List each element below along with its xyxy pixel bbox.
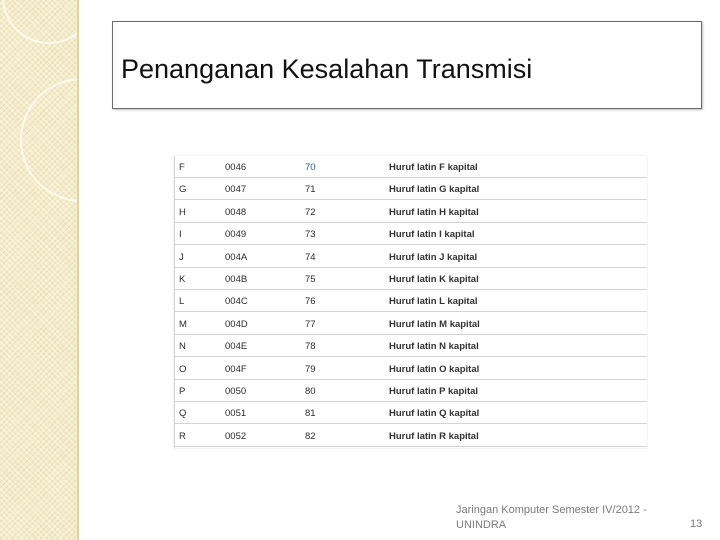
- hex-code-cell: 004F: [225, 363, 247, 375]
- table-row: [175, 358, 647, 380]
- decimal-code-cell: 71: [305, 184, 316, 196]
- character-code-table: [174, 156, 647, 448]
- table-row: [175, 156, 647, 178]
- slide-footer: Jaringan Komputer Semester IV/2012 - UNINDRA: [456, 504, 647, 531]
- table-row: [175, 380, 647, 402]
- character-cell: F: [179, 162, 185, 173]
- slide-title: Penanganan Kesalahan Transmisi: [121, 54, 533, 84]
- table-row: [175, 313, 647, 335]
- hex-code-cell: 0052: [225, 430, 247, 442]
- hex-code-cell: 0048: [225, 206, 247, 218]
- decorative-side-strip: [0, 0, 79, 540]
- hex-code-cell: 004C: [225, 296, 248, 308]
- table-row: [175, 268, 647, 290]
- table-row: [175, 201, 647, 223]
- description-cell: Huruf latin J kapital: [389, 251, 478, 263]
- description-cell: Huruf latin R kapital: [389, 430, 479, 442]
- table-row: [175, 178, 647, 200]
- decimal-code-cell: 80: [305, 386, 316, 397]
- decimal-code-cell: 79: [305, 363, 316, 375]
- decorative-circle: [2, 0, 79, 44]
- character-cell: G: [179, 184, 187, 196]
- character-cell: N: [179, 341, 186, 353]
- hex-code-cell: 004E: [225, 341, 248, 353]
- table-row: [175, 425, 647, 447]
- decimal-code-cell: 75: [305, 274, 316, 285]
- character-cell: R: [179, 430, 186, 442]
- description-cell: Huruf latin F kapital: [389, 162, 478, 173]
- title-box: [112, 21, 702, 109]
- table-row: [175, 402, 647, 424]
- decimal-code-cell: 81: [305, 408, 316, 420]
- hex-code-cell: 004D: [225, 318, 248, 330]
- description-cell: Huruf latin I kapital: [389, 229, 475, 241]
- decimal-code-cell: 72: [305, 206, 316, 218]
- hex-code-cell: 0047: [225, 184, 247, 196]
- description-cell: Huruf latin O kapital: [389, 363, 480, 375]
- hex-code-cell: 0050: [225, 386, 247, 397]
- table-row: [175, 246, 647, 268]
- character-cell: K: [179, 274, 186, 285]
- decimal-code-cell: 74: [305, 251, 316, 263]
- character-cell: P: [179, 386, 186, 397]
- hex-code-cell: 004B: [225, 274, 248, 285]
- table-row: [175, 223, 647, 245]
- character-cell: M: [179, 318, 187, 330]
- decimal-code-cell: 76: [305, 296, 316, 308]
- description-cell: Huruf latin P kapital: [389, 386, 479, 397]
- character-cell: Q: [179, 408, 187, 420]
- decimal-code-cell: 73: [305, 229, 316, 241]
- character-cell: H: [179, 206, 186, 218]
- description-cell: Huruf latin G kapital: [389, 184, 480, 196]
- table-row: [175, 335, 647, 357]
- description-cell: Huruf latin K kapital: [389, 274, 479, 285]
- decimal-code-cell: 77: [305, 318, 316, 330]
- character-cell: J: [179, 251, 184, 263]
- hex-code-cell: 0051: [225, 408, 247, 420]
- decimal-code-cell: 78: [305, 341, 316, 353]
- description-cell: Huruf latin L kapital: [389, 296, 478, 308]
- hex-code-cell: 0046: [225, 162, 247, 173]
- description-cell: Huruf latin M kapital: [389, 318, 480, 330]
- hex-code-cell: 0049: [225, 229, 247, 241]
- description-cell: Huruf latin Q kapital: [389, 408, 480, 420]
- decimal-code-cell: 82: [305, 430, 316, 442]
- decorative-circle: [20, 78, 79, 202]
- decimal-code-cell: 70: [305, 162, 316, 173]
- table-row: [175, 290, 647, 312]
- character-cell: O: [179, 363, 187, 375]
- hex-code-cell: 004A: [225, 251, 248, 263]
- character-cell: I: [179, 229, 182, 241]
- description-cell: Huruf latin H kapital: [389, 206, 479, 218]
- character-cell: L: [179, 296, 185, 308]
- description-cell: Huruf latin N kapital: [389, 341, 479, 353]
- page-number: 13: [690, 518, 703, 530]
